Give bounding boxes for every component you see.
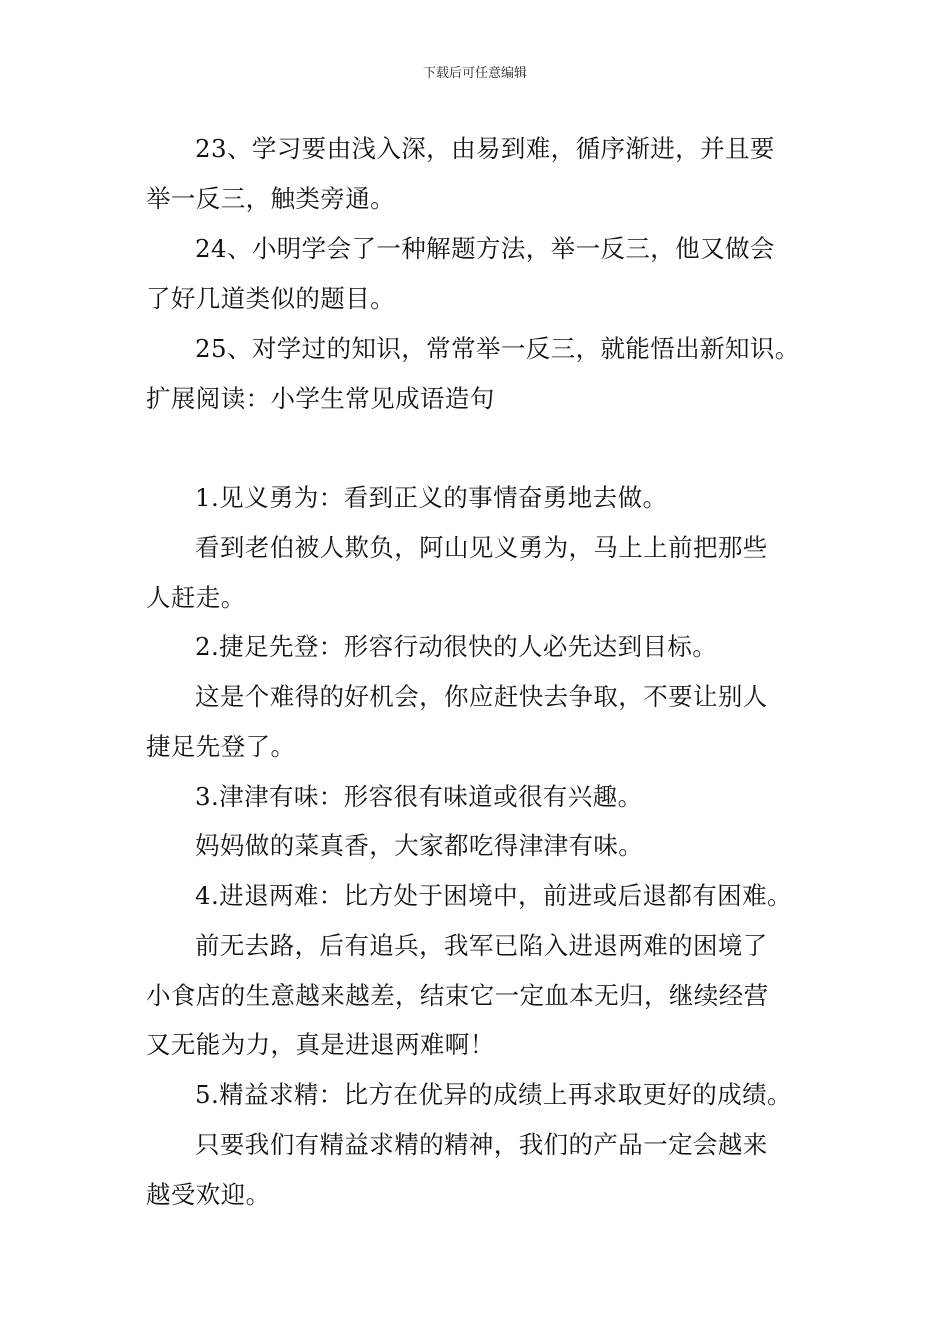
example-sentence: 看到老伯被人欺负，阿山见义勇为，马上上前把那些 (195, 533, 768, 562)
page-header: 下载后可任意编辑 (422, 66, 527, 81)
example-sentence: 这是个难得的好机会，你应赶快去争取，不要让别人 (195, 682, 768, 711)
example-sentence: 只要我们有精益求精的精神，我们的产品一定会越来 (195, 1130, 768, 1159)
idiom-definition: 3.津津有味：形容很有味道或很有兴趣。 (195, 782, 643, 811)
idiom-definition: 1.见义勇为：看到正义的事情奋勇地去做。 (195, 483, 668, 512)
paragraph-line: 23、学习要由浅入深，由易到难，循序渐进，并且要 (195, 134, 775, 163)
example-sentence: 小食店的生意越来越差，结束它一定血本无归，继续经营 (146, 981, 769, 1010)
example-sentence: 妈妈做的菜真香，大家都吃得津津有味。 (195, 831, 644, 860)
paragraph-line: 24、小明学会了一种解题方法，举一反三，他又做会 (195, 234, 775, 263)
section-heading: 扩展阅读：小学生常见成语造句 (146, 384, 495, 413)
example-sentence: 前无去路，后有追兵，我军已陷入进退两难的困境了 (195, 931, 768, 960)
paragraph-line: 了好几道类似的题目。 (146, 284, 395, 313)
idiom-definition: 4.进退两难：比方处于困境中，前进或后退都有困难。 (195, 881, 792, 910)
example-sentence: 捷足先登了。 (146, 732, 296, 761)
paragraph-line: 举一反三，触类旁通。 (146, 184, 395, 213)
idiom-definition: 2.捷足先登：形容行动很快的人必先达到目标。 (195, 632, 718, 661)
example-sentence: 人赶走。 (146, 583, 246, 612)
paragraph-line: 25、对学过的知识，常常举一反三，就能悟出新知识。 (195, 334, 800, 363)
example-sentence: 越受欢迎。 (146, 1180, 271, 1209)
idiom-definition: 5.精益求精：比方在优异的成绩上再求取更好的成绩。 (195, 1080, 792, 1109)
example-sentence: 又无能为力，真是进退两难啊！ (146, 1030, 495, 1059)
